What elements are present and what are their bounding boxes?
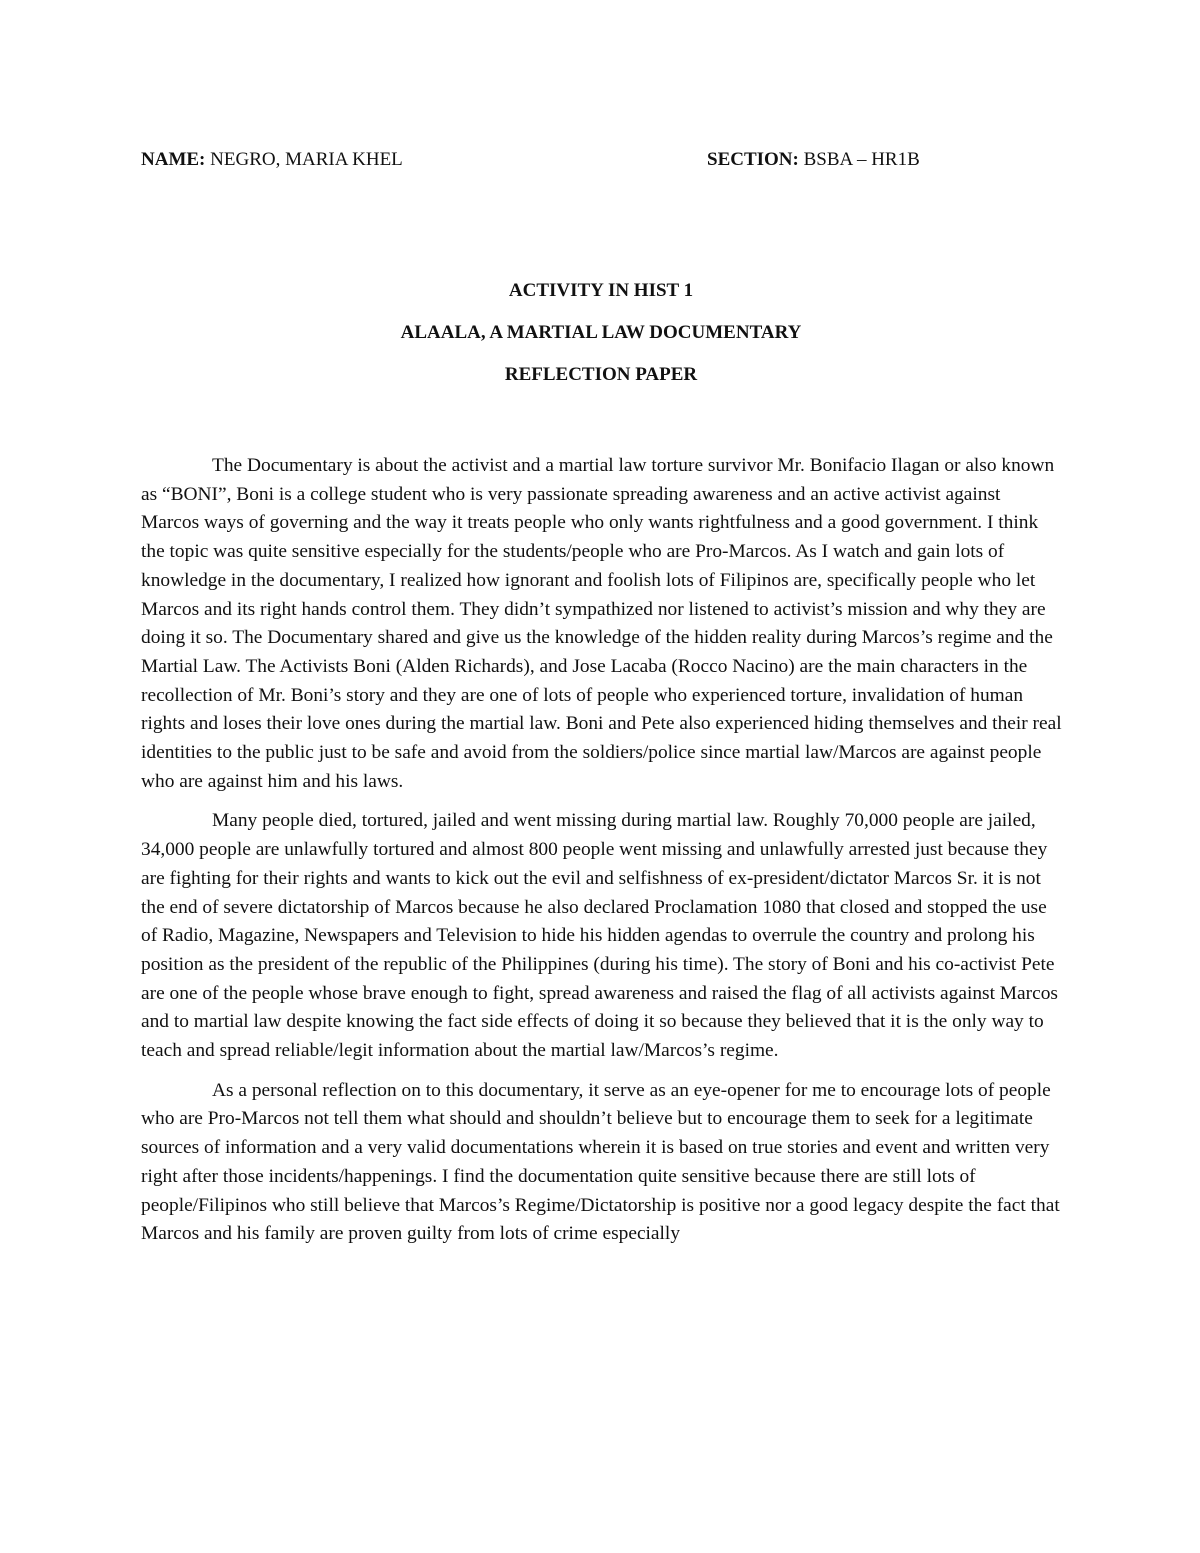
title-activity: ACTIVITY IN HIST 1	[508, 280, 694, 301]
title-reflection-paper: REFLECTION PAPER	[504, 364, 698, 385]
header-row	[141, 146, 1061, 174]
title-documentary: ALAALA, A MARTIAL LAW DOCUMENTARY	[400, 322, 802, 343]
student-name	[141, 146, 403, 174]
section-value: BSBA – HR1B	[798, 149, 920, 170]
section-label: SECTION:	[707, 149, 799, 170]
name-label: NAME:	[141, 149, 206, 170]
paragraph-1: The Documentary is about the activist and a martial law torture survivor Mr. Bonifacio Ilagan or also known as “BONI”, Boni is a college student who is very passionate spreading awareness and an active activist against Marcos ways of governing and the way it treats people who only wants rightfulness and a good government. I think the topic was quite sensitive especially for the students/people who are Pro-Marcos. As I watch and gain lots of knowledge in the documentary, I realized how ignorant and foolish lots of Filipinos are, specifically people who let Marcos and its right hands control them. They didn’t sympathized nor listened to activist’s mission and why they are doing it so. The Documentary shared and give us the knowledge of the hidden reality during Marcos’s regime and the Martial Law. The Activists Boni (Alden Richards), and Jose Lacaba (Rocco Nacino) are the main characters in the recollection of Mr. Boni’s story and they are one of lots of people who experienced torture, invalidation of human rights and loses their love ones during the martial law. Boni and Pete also experienced hiding themselves and their real identities to the public just to be safe and avoid from the soldiers/police since martial law/Marcos are against people who are against him and his laws.	[141, 455, 1062, 792]
document-titles	[141, 277, 1061, 403]
paragraph-2: Many people died, tortured, jailed and went missing during martial law. Roughly 70,000 people are jailed, 34,000 people are unlawfully tortured and almost 800 people went missing and unlawfully arrested just because they are fighting for their rights and wants to kick out the evil and selfishness of ex-president/dictator Marcos Sr. it is not the end of severe dictatorship of Marcos because he also declared Proclamation 1080 that closed and stopped the use of Radio, Magazine, Newspapers and Television to hide his hidden agendas to overrule the country and prolong his position as the president of the republic of the Philippines (during his time). The story of Boni and his co-activist Pete are one of the people whose brave enough to fight, spread awareness and raised the flag of all activists against Marcos and to martial law despite knowing the fact side effects of doing it so because they believed that it is the only way to teach and spread reliable/legit information about the martial law/Marcos’s regime.	[141, 810, 1058, 1062]
name-value: NEGRO, MARIA KHEL	[205, 149, 403, 170]
paragraph-3: As a personal reflection on to this documentary, it serve as an eye-opener for me to encourage lots of people who are Pro-Marcos not tell them what should and shouldn’t believe but to encourage them to seek for a legitimate sources of information and a very valid documentations wherein it is based on true stories and event and written very right after those incidents/happenings. I find the documentation quite sensitive because there are still lots of people/Filipinos who still believe that Marcos’s Regime/Dictatorship is positive nor a good legacy despite the fact that Marcos and his family are proven guilty from lots of crime especially	[141, 1079, 1060, 1245]
document-body	[141, 452, 1062, 1260]
student-section	[707, 146, 920, 174]
